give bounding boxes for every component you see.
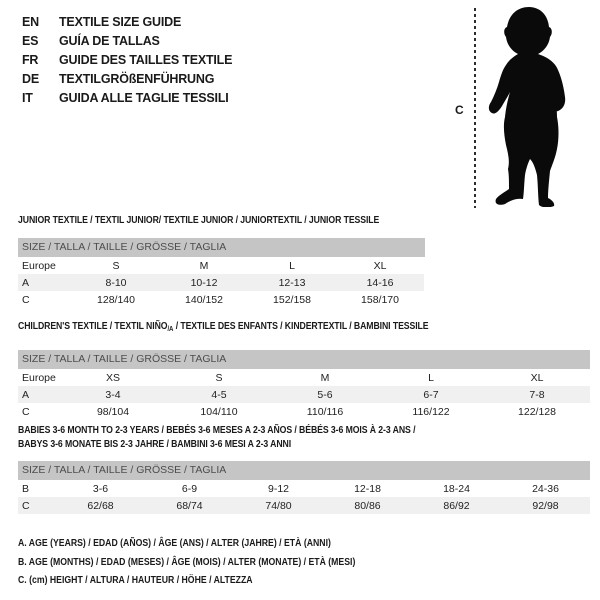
footnote-legend — [18, 535, 406, 591]
height-cell: 152/158 — [273, 293, 311, 306]
height-cell: 98/104 — [96, 405, 130, 418]
row-label: C — [22, 499, 30, 512]
footnote-b: B. AGE (MONTHS) / EDAD (MESES) / ÂGE (MOIS) / ALTER (MONATE) / ETÀ (MESI) — [18, 556, 356, 568]
row-label: A — [22, 276, 30, 289]
table-row — [18, 403, 590, 420]
junior-size-table — [18, 257, 424, 308]
row-label: A — [22, 388, 30, 401]
size-cell: S — [215, 371, 223, 384]
size-cell: M — [199, 259, 209, 272]
title-subscript: /A — [167, 326, 174, 333]
footnote-c: C. (cm) HEIGHT / ALTURA / HAUTEUR / HÖHE / ALTEZZA — [18, 575, 253, 586]
junior-table-title: JUNIOR TEXTILE / TEXTIL JUNIOR/ TEXTILE JUNIOR / JUNIORTEXTIL / JUNIOR TESSILE — [18, 215, 380, 226]
height-marker-label: C — [455, 103, 464, 117]
height-cell: 74/80 — [265, 499, 292, 512]
size-cell: L — [428, 371, 434, 384]
babies-size-table — [18, 480, 590, 514]
language-code: EN — [22, 15, 39, 29]
language-code: ES — [22, 34, 39, 48]
height-cell: 68/74 — [176, 499, 203, 512]
babies-textile-section — [18, 424, 590, 514]
row-label: C — [22, 405, 30, 418]
age-cell: 24-36 — [532, 482, 559, 495]
size-header-bar: SIZE / TALLA / TAILLE / GRÖSSE / TAGLIA — [18, 461, 590, 480]
age-cell: 6-7 — [423, 388, 439, 401]
height-cell: 86/92 — [443, 499, 470, 512]
table-row — [18, 497, 590, 514]
baby-silhouette-icon — [486, 5, 572, 207]
table-row — [18, 291, 424, 308]
age-cell: 3-4 — [105, 388, 121, 401]
table-row — [18, 386, 590, 403]
footnote-a: A. AGE (YEARS) / EDAD (AÑOS) / ÂGE (ANS) / ALTER (JAHRE) / ETÀ (ANNI) — [18, 538, 331, 549]
age-cell: 12-13 — [278, 276, 306, 289]
age-cell: 4-5 — [211, 388, 227, 401]
age-cell: 18-24 — [443, 482, 470, 495]
title-line-2: BABYS 3-6 MONATE BIS 2-3 JAHRE / BAMBINI 3-6 MESI A 2-3 ANNI — [18, 439, 292, 450]
height-cell: 110/116 — [306, 405, 344, 418]
height-cell: 80/86 — [354, 499, 381, 512]
size-cell: XL — [530, 371, 544, 384]
table-row — [18, 480, 590, 497]
childrens-textile-section — [18, 321, 590, 420]
height-cell: 116/122 — [412, 405, 450, 418]
babies-table-title — [18, 424, 590, 452]
height-cell: 128/140 — [97, 293, 135, 306]
language-title: GUIDA ALLE TAGLIE TESSILI — [59, 91, 229, 105]
childrens-table-title — [18, 321, 516, 336]
age-cell: 5-6 — [317, 388, 333, 401]
language-title-list — [22, 13, 232, 108]
height-cell: 122/128 — [518, 405, 556, 418]
age-cell: 8-10 — [105, 276, 127, 289]
height-measure-dashed-line — [474, 8, 476, 208]
size-cell: XS — [105, 371, 120, 384]
row-label: C — [22, 293, 30, 306]
age-cell: 14-16 — [366, 276, 394, 289]
row-label: B — [22, 482, 30, 495]
language-title: TEXTILGRÖßENFÜHRUNG — [59, 72, 215, 86]
height-cell: 104/110 — [200, 405, 238, 418]
title-text: / TEXTILE DES ENFANTS / KINDERTEXTIL / BAMBINI TESSILE — [173, 321, 429, 332]
height-cell: 92/98 — [532, 499, 559, 512]
language-code: DE — [22, 72, 39, 86]
age-cell: 12-18 — [354, 482, 381, 495]
size-cell: XL — [373, 259, 387, 272]
height-cell: 158/170 — [361, 293, 399, 306]
age-cell: 7-8 — [529, 388, 545, 401]
age-cell: 10-12 — [190, 276, 218, 289]
size-header-bar: SIZE / TALLA / TAILLE / GRÖSSE / TAGLIA — [18, 238, 425, 257]
junior-textile-section — [18, 215, 425, 308]
language-code: IT — [22, 91, 33, 105]
language-title: TEXTILE SIZE GUIDE — [59, 15, 182, 29]
language-code: FR — [22, 53, 39, 67]
language-title: GUÍA DE TALLAS — [59, 34, 160, 48]
age-cell: 6-9 — [181, 482, 198, 495]
age-cell: 9-12 — [267, 482, 289, 495]
row-label: Europe — [22, 371, 56, 384]
table-row — [18, 369, 590, 386]
title-line-1: BABIES 3-6 MONTH TO 2-3 YEARS / BEBÉS 3-6 MESES A 2-3 AÑOS / BÉBÉS 3-6 MOIS À 2-3 ANS / — [18, 425, 416, 436]
size-cell: M — [320, 371, 330, 384]
title-text: CHILDREN'S TEXTILE / TEXTIL NIÑO — [18, 321, 168, 332]
size-header-bar: SIZE / TALLA / TAILLE / GRÖSSE / TAGLIA — [18, 350, 590, 369]
height-cell: 62/68 — [87, 499, 114, 512]
height-cell: 140/152 — [185, 293, 223, 306]
age-cell: 3-6 — [92, 482, 109, 495]
table-row — [18, 257, 424, 274]
childrens-size-table — [18, 369, 590, 420]
table-row — [18, 274, 424, 291]
row-label: Europe — [22, 259, 56, 272]
size-cell: L — [289, 259, 295, 272]
language-title: GUIDE DES TAILLES TEXTILE — [59, 53, 233, 67]
size-cell: S — [112, 259, 120, 272]
